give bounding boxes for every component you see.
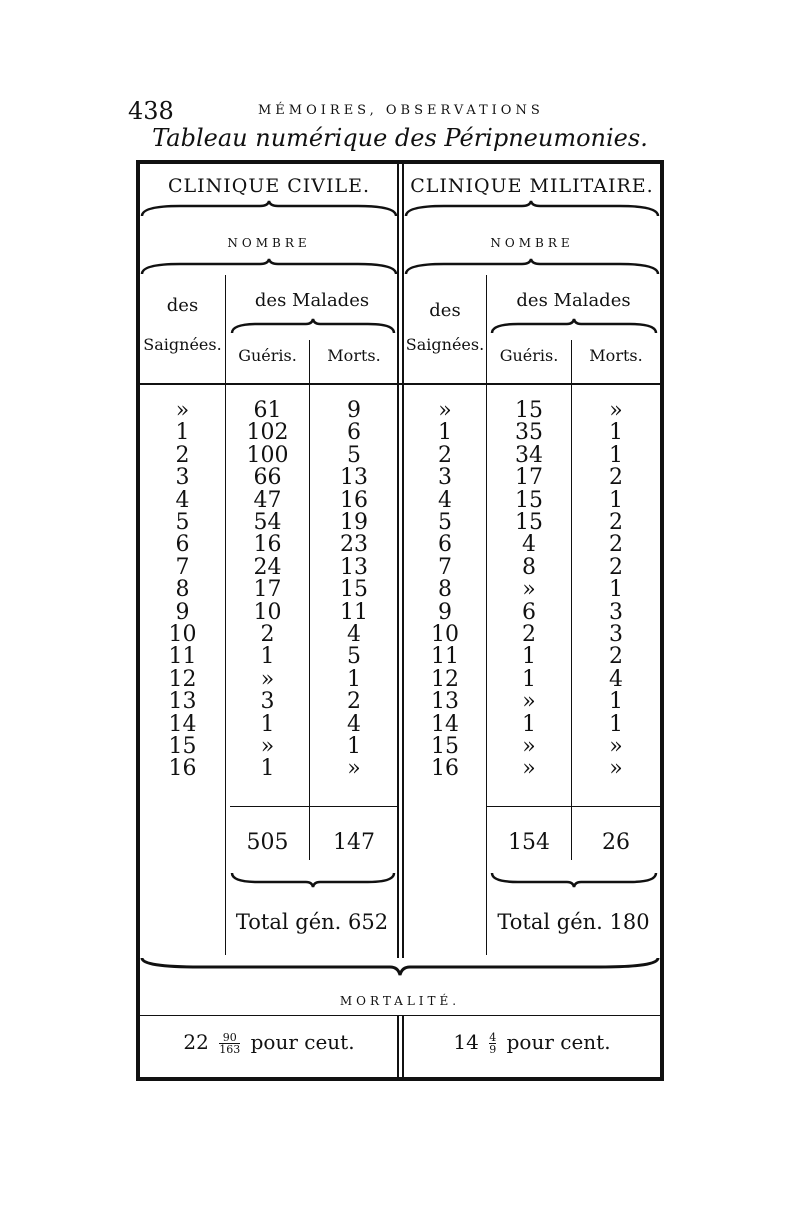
civile-gueris-cell: 10 — [253, 600, 282, 625]
civile-morts-cell: 16 — [340, 488, 368, 513]
militaire-saignees-cell: 3 — [438, 465, 452, 490]
militaire-morts-cell: 2 — [609, 465, 623, 490]
militaire-saignees-cell: 15 — [431, 734, 459, 759]
civile-mortalite-text: pour ceut. — [250, 1030, 355, 1054]
militaire-des: des — [429, 300, 461, 321]
militaire-gueris-cell: » — [522, 756, 536, 781]
civile-saignees: Saignées. — [143, 335, 222, 354]
militaire-gueris-cell: » — [522, 689, 536, 714]
civile-saignees-cell: 14 — [168, 712, 197, 737]
civile-gueris-cell: 1 — [260, 644, 275, 669]
civile-gueris-cell: 3 — [260, 689, 275, 714]
civile-saignees-cell: 15 — [168, 734, 197, 759]
civile-gueris-cell: » — [260, 667, 275, 692]
civile-saignees-cell: 16 — [168, 756, 197, 781]
mortalite-label: MORTALITÉ. — [339, 994, 461, 1008]
civile-saignees-cell: 13 — [168, 689, 197, 714]
civile-morts-cell: 6 — [347, 420, 361, 445]
militaire-mortalite-text: pour cent. — [506, 1030, 611, 1054]
civile-saignees-cell: » — [175, 398, 190, 423]
brace-militaire-top — [404, 200, 660, 220]
civile-mortalite-whole: 22 — [183, 1030, 209, 1054]
militaire-gueris-cell: 8 — [522, 555, 536, 580]
civile-saignees-cell: 10 — [168, 622, 197, 647]
civile-saignees-cell: 12 — [168, 667, 197, 692]
militaire-gueris-cell: 34 — [515, 443, 543, 468]
militaire-mortalite — [404, 1030, 660, 1055]
civile-morts-cell: 2 — [347, 689, 361, 714]
civile-morts-cell: » — [347, 756, 361, 781]
civile-mortalite-num: 90 — [219, 1032, 240, 1044]
running-head: MÉMOIRES, OBSERVATIONS — [258, 103, 544, 118]
militaire-morts-cell: » — [609, 398, 623, 423]
civile-gueris-cell: 100 — [246, 443, 289, 468]
militaire-saignees-cell: 7 — [438, 555, 452, 580]
militaire-morts-cell: 1 — [609, 488, 623, 513]
militaire-mortalite-whole: 14 — [453, 1030, 479, 1054]
brace-civile-top — [140, 200, 398, 220]
militaire-morts-cell: 1 — [609, 443, 623, 468]
civile-morts-cell: 11 — [340, 600, 368, 625]
brace-bottom — [140, 955, 660, 977]
civile-des: des — [166, 295, 199, 316]
brace-civile-malades — [230, 318, 396, 336]
militaire-saignees-cell: 2 — [438, 443, 452, 468]
civile-saignees-cell: 11 — [168, 644, 197, 669]
militaire-morts-cell: 1 — [609, 712, 623, 737]
brace-civile-sum — [230, 870, 396, 888]
civile-gueris-cell: 2 — [260, 622, 275, 647]
civile-gueris-cell: 24 — [253, 555, 282, 580]
militaire-saignees-cell: 9 — [438, 600, 452, 625]
militaire-gueris-cell: 1 — [522, 644, 536, 669]
militaire-morts-cell: 3 — [609, 600, 623, 625]
civile-morts-cell: 4 — [347, 712, 361, 737]
militaire-mortalite-fraction — [489, 1032, 496, 1055]
civile-sum-morts: 147 — [333, 830, 375, 855]
civile-gueris-cell: » — [260, 734, 275, 759]
militaire-morts-cell: 2 — [609, 532, 623, 557]
brace-civile-nombre — [140, 258, 398, 278]
militaire-morts-cell: 3 — [609, 622, 623, 647]
militaire-gueris-cell: » — [522, 577, 536, 602]
militaire-heading: CLINIQUE MILITAIRE. — [410, 175, 654, 197]
militaire-saignees-cell: 6 — [438, 532, 452, 557]
civile-morts-cell: 1 — [347, 667, 361, 692]
civile-mortalite-den: 163 — [219, 1043, 241, 1056]
civile-morts-cell: 13 — [340, 465, 368, 490]
page-number: 438 — [128, 97, 174, 125]
militaire-gueris-cell: 15 — [515, 398, 543, 423]
militaire-morts-cell: » — [609, 756, 623, 781]
militaire-gueris-cell: 35 — [515, 420, 543, 445]
civile-saignees-cell: 8 — [175, 577, 190, 602]
militaire-gueris-cell: 15 — [515, 488, 543, 513]
militaire-saignees: Saignées. — [405, 335, 485, 354]
civile-gueris-cell: 17 — [253, 577, 282, 602]
civile-morts-cell: 1 — [347, 734, 361, 759]
civile-saignees-cell: 4 — [175, 488, 190, 513]
civile-saignees-cell: 2 — [175, 443, 190, 468]
militaire-saignees-cell: 11 — [431, 644, 459, 669]
civile-gueris-cell: 61 — [253, 398, 282, 423]
civile-morts-cell: 23 — [340, 532, 368, 557]
civile-gueris-cell: 47 — [253, 488, 282, 513]
brace-militaire-nombre — [404, 258, 660, 278]
militaire-morts: Morts. — [589, 346, 643, 365]
militaire-saignees-cell: » — [438, 398, 452, 423]
civile-saignees-cell: 9 — [175, 600, 190, 625]
brace-militaire-sum — [490, 870, 658, 888]
civile-morts-cell: 5 — [347, 443, 361, 468]
civile-morts-cell: 9 — [347, 398, 361, 423]
militaire-morts-cell: » — [609, 734, 623, 759]
civile-morts-cell: 13 — [340, 555, 368, 580]
militaire-total: Total gén. 180 — [497, 910, 650, 934]
militaire-gueris: Guéris. — [499, 346, 559, 365]
militaire-saignees-cell: 12 — [431, 667, 459, 692]
table-title: Tableau numérique des Péripneumonies. — [152, 124, 648, 152]
civile-des-malades: des Malades — [254, 290, 370, 311]
civile-morts-cell: 19 — [340, 510, 368, 535]
civile-heading: CLINIQUE CIVILE. — [167, 175, 371, 197]
militaire-saignees-cell: 10 — [431, 622, 459, 647]
civile-mortalite-fraction — [219, 1032, 240, 1055]
civile-gueris-cell: 54 — [253, 510, 282, 535]
civile-morts-cell: 15 — [340, 577, 368, 602]
civile-gueris-cell: 16 — [253, 532, 282, 557]
militaire-gueris-cell: 6 — [522, 600, 536, 625]
civile-saignees-cell: 5 — [175, 510, 190, 535]
militaire-morts-cell: 1 — [609, 420, 623, 445]
militaire-saignees-cell: 1 — [438, 420, 452, 445]
civile-morts-cell: 5 — [347, 644, 361, 669]
civile-mortalite — [140, 1030, 398, 1055]
civile-gueris-cell: 102 — [246, 420, 289, 445]
militaire-gueris-cell: » — [522, 734, 536, 759]
militaire-gueris-cell: 1 — [522, 712, 536, 737]
civile-morts: Morts. — [327, 346, 381, 365]
militaire-mortalite-num: 4 — [489, 1031, 497, 1044]
militaire-saignees-cell: 5 — [438, 510, 452, 535]
civile-gueris-cell: 1 — [260, 712, 275, 737]
militaire-gueris-cell: 2 — [522, 622, 536, 647]
militaire-saignees-cell: 13 — [431, 689, 459, 714]
militaire-morts-cell: 4 — [609, 667, 623, 692]
civile-gueris-cell: 66 — [253, 465, 282, 490]
civile-gueris-cell: 1 — [260, 756, 275, 781]
militaire-gueris-cell: 1 — [522, 667, 536, 692]
civile-sum-gueris: 505 — [246, 830, 289, 855]
civile-saignees-cell: 3 — [175, 465, 190, 490]
militaire-morts-cell: 2 — [609, 644, 623, 669]
militaire-gueris-cell: 15 — [515, 510, 543, 535]
militaire-des-malades: des Malades — [516, 290, 631, 311]
militaire-nombre: NOMBRE — [490, 236, 574, 250]
militaire-morts-cell: 1 — [609, 689, 623, 714]
militaire-saignees-cell: 8 — [438, 577, 452, 602]
militaire-morts-cell: 2 — [609, 510, 623, 535]
militaire-sum-morts: 26 — [602, 830, 630, 855]
militaire-morts-cell: 2 — [609, 555, 623, 580]
militaire-saignees-cell: 16 — [431, 756, 459, 781]
civile-saignees-cell: 6 — [175, 532, 190, 557]
militaire-gueris-cell: 17 — [515, 465, 543, 490]
civile-total: Total gén. 652 — [235, 910, 389, 934]
militaire-sum-gueris: 154 — [508, 830, 550, 855]
militaire-saignees-cell: 4 — [438, 488, 452, 513]
militaire-morts-cell: 1 — [609, 577, 623, 602]
civile-saignees-cell: 7 — [175, 555, 190, 580]
militaire-gueris-cell: 4 — [522, 532, 536, 557]
militaire-mortalite-den: 9 — [489, 1043, 497, 1056]
civile-morts-cell: 4 — [347, 622, 361, 647]
civile-saignees-cell: 1 — [175, 420, 190, 445]
brace-militaire-malades — [490, 318, 658, 336]
civile-gueris: Guéris. — [238, 346, 297, 365]
militaire-saignees-cell: 14 — [431, 712, 459, 737]
civile-nombre: NOMBRE — [227, 236, 311, 250]
